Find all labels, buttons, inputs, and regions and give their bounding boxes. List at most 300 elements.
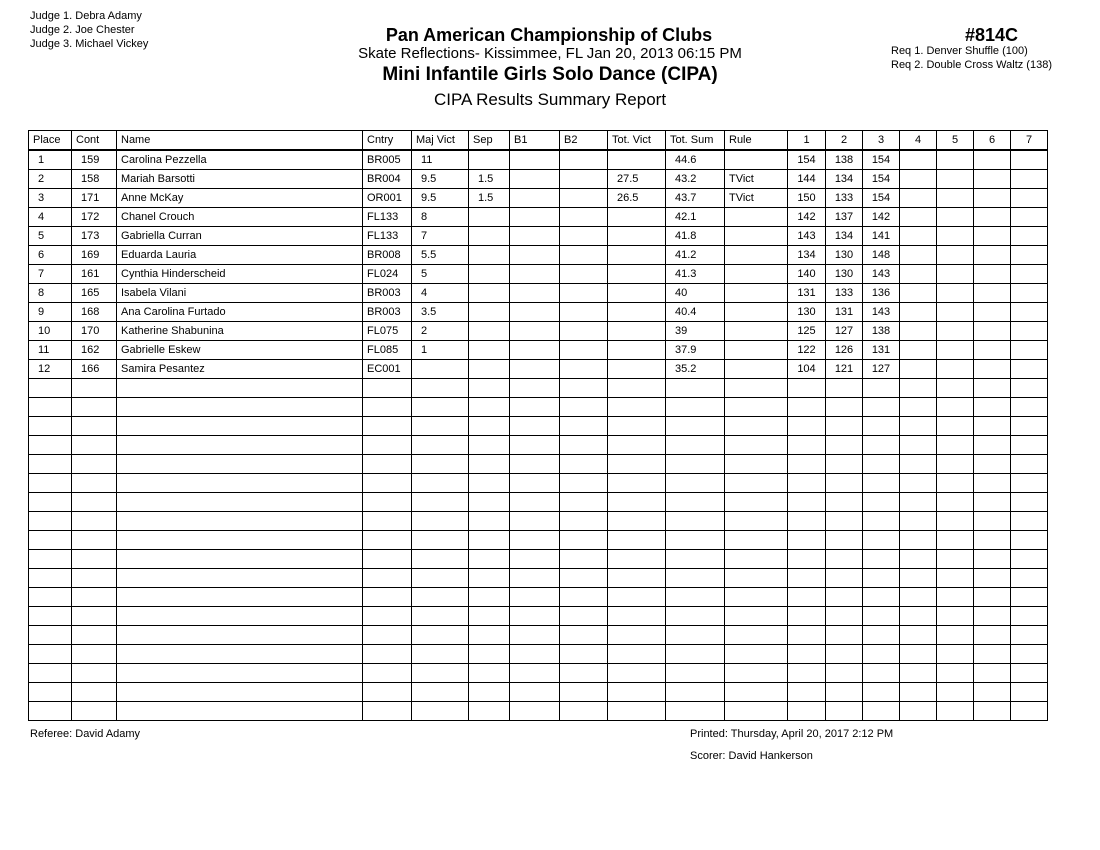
table-cell (1011, 474, 1048, 493)
table-cell (863, 398, 900, 417)
table-cell: 43.2 (666, 170, 725, 189)
table-cell (900, 512, 937, 531)
table-cell (725, 588, 788, 607)
table-cell (510, 303, 560, 322)
table-cell (363, 417, 412, 436)
table-cell (363, 607, 412, 626)
table-cell (608, 303, 666, 322)
column-header: 4 (900, 131, 937, 151)
table-cell (1011, 341, 1048, 360)
table-cell (608, 493, 666, 512)
table-cell (937, 189, 974, 208)
table-cell (510, 683, 560, 702)
table-cell: Cynthia Hinderscheid (117, 265, 363, 284)
table-cell (412, 512, 469, 531)
table-cell: 11 (29, 341, 72, 360)
table-cell: 144 (788, 170, 826, 189)
empty-row (29, 588, 1048, 607)
table-cell (469, 702, 510, 721)
table-cell (560, 645, 608, 664)
table-cell (900, 227, 937, 246)
table-cell (666, 702, 725, 721)
table-cell (666, 683, 725, 702)
table-cell (560, 474, 608, 493)
table-cell (826, 645, 863, 664)
table-cell (560, 550, 608, 569)
table-cell (608, 208, 666, 227)
table-cell (937, 493, 974, 512)
table-cell (863, 626, 900, 645)
table-cell (363, 474, 412, 493)
table-cell: 154 (863, 170, 900, 189)
table-cell (510, 341, 560, 360)
table-cell (29, 626, 72, 645)
table-cell (1011, 588, 1048, 607)
table-cell (900, 303, 937, 322)
table-cell (510, 626, 560, 645)
table-cell (469, 474, 510, 493)
empty-row (29, 607, 1048, 626)
table-cell (117, 702, 363, 721)
table-cell (117, 474, 363, 493)
table-cell (363, 512, 412, 531)
table-cell (412, 474, 469, 493)
table-cell (725, 341, 788, 360)
table-cell (469, 664, 510, 683)
table-cell: 41.3 (666, 265, 725, 284)
table-cell: FL075 (363, 322, 412, 341)
table-cell: 9.5 (412, 189, 469, 208)
table-cell (937, 303, 974, 322)
table-cell (788, 702, 826, 721)
column-header: Tot. Vict (608, 131, 666, 151)
table-cell (788, 550, 826, 569)
table-cell: TVict (725, 189, 788, 208)
table-cell: 7 (412, 227, 469, 246)
table-cell (412, 588, 469, 607)
table-cell: 154 (863, 150, 900, 170)
table-cell: 134 (826, 170, 863, 189)
table-cell (974, 284, 1011, 303)
table-cell (1011, 227, 1048, 246)
table-cell (863, 664, 900, 683)
table-cell (974, 436, 1011, 455)
table-cell (469, 683, 510, 702)
table-cell (363, 683, 412, 702)
table-cell: 142 (788, 208, 826, 227)
column-header: Tot. Sum (666, 131, 725, 151)
table-cell (900, 284, 937, 303)
table-cell (937, 702, 974, 721)
table-cell (363, 455, 412, 474)
table-cell (608, 588, 666, 607)
table-cell (788, 417, 826, 436)
table-cell: 166 (72, 360, 117, 379)
table-cell (469, 645, 510, 664)
table-cell: 40.4 (666, 303, 725, 322)
table-cell (900, 550, 937, 569)
table-cell: 7 (29, 265, 72, 284)
table-cell (510, 512, 560, 531)
table-cell (510, 531, 560, 550)
table-cell (29, 683, 72, 702)
table-cell (608, 702, 666, 721)
table-cell (72, 702, 117, 721)
table-cell (117, 512, 363, 531)
table-cell (560, 360, 608, 379)
table-cell (608, 474, 666, 493)
referee: Referee: David Adamy (30, 728, 141, 740)
table-cell (725, 474, 788, 493)
table-cell: 171 (72, 189, 117, 208)
table-cell (608, 569, 666, 588)
table-cell (725, 246, 788, 265)
table-cell (117, 455, 363, 474)
table-cell (900, 607, 937, 626)
table-cell (900, 455, 937, 474)
table-cell (826, 664, 863, 683)
competition-title: Pan American Championship of Clubs (385, 25, 713, 45)
table-cell: 142 (863, 208, 900, 227)
table-cell (937, 379, 974, 398)
table-cell (117, 626, 363, 645)
table-cell (29, 398, 72, 417)
table-cell (560, 417, 608, 436)
table-cell: Eduarda Lauria (117, 246, 363, 265)
table-cell (412, 379, 469, 398)
table-cell (72, 550, 117, 569)
table-cell (788, 474, 826, 493)
table-cell: 148 (863, 246, 900, 265)
requirement-2: Req 2. Double Cross Waltz (138) (891, 59, 1052, 71)
column-header: Rule (725, 131, 788, 151)
table-cell: Ana Carolina Furtado (117, 303, 363, 322)
table-cell: 5 (29, 227, 72, 246)
table-cell (363, 550, 412, 569)
empty-row (29, 550, 1048, 569)
table-cell (1011, 322, 1048, 341)
table-cell (510, 645, 560, 664)
table-cell: 4 (412, 284, 469, 303)
column-header: B1 (510, 131, 560, 151)
table-cell (29, 550, 72, 569)
table-cell (469, 531, 510, 550)
table-cell (29, 436, 72, 455)
table-cell (666, 607, 725, 626)
table-cell (510, 474, 560, 493)
column-header: 1 (788, 131, 826, 151)
table-cell (412, 417, 469, 436)
table-cell (725, 569, 788, 588)
table-cell (608, 265, 666, 284)
table-cell: OR001 (363, 189, 412, 208)
table-cell: 9.5 (412, 170, 469, 189)
table-cell (937, 265, 974, 284)
table-cell (608, 645, 666, 664)
table-cell (900, 588, 937, 607)
table-cell (412, 626, 469, 645)
table-cell (412, 702, 469, 721)
table-cell (469, 303, 510, 322)
table-cell: EC001 (363, 360, 412, 379)
table-cell (117, 550, 363, 569)
table-cell (725, 531, 788, 550)
table-cell (974, 474, 1011, 493)
table-cell: 44.6 (666, 150, 725, 170)
table-cell (937, 170, 974, 189)
table-cell: 127 (863, 360, 900, 379)
table-cell (826, 512, 863, 531)
table-cell (29, 512, 72, 531)
table-cell (469, 493, 510, 512)
table-cell (560, 569, 608, 588)
table-cell (29, 474, 72, 493)
table-cell: 133 (826, 284, 863, 303)
table-cell (560, 436, 608, 455)
table-cell (608, 322, 666, 341)
table-cell (510, 569, 560, 588)
table-row (29, 208, 1048, 227)
column-header: 6 (974, 131, 1011, 151)
judge-1: Judge 1. Debra Adamy (30, 10, 142, 22)
table-cell (666, 664, 725, 683)
table-cell (974, 322, 1011, 341)
table-cell (510, 170, 560, 189)
table-cell (1011, 265, 1048, 284)
table-cell (72, 379, 117, 398)
table-cell: 3.5 (412, 303, 469, 322)
table-cell: 131 (826, 303, 863, 322)
table-cell (469, 265, 510, 284)
table-cell (937, 588, 974, 607)
table-cell (863, 455, 900, 474)
table-cell (974, 626, 1011, 645)
table-cell (974, 664, 1011, 683)
table-cell: 136 (863, 284, 900, 303)
table-cell (666, 531, 725, 550)
table-cell (117, 645, 363, 664)
table-cell (900, 569, 937, 588)
table-cell (974, 417, 1011, 436)
table-cell: BR004 (363, 170, 412, 189)
table-cell: 130 (788, 303, 826, 322)
table-cell: Carolina Pezzella (117, 150, 363, 170)
table-cell (1011, 360, 1048, 379)
table-cell (363, 664, 412, 683)
table-cell (412, 645, 469, 664)
table-cell (826, 436, 863, 455)
table-cell (863, 512, 900, 531)
table-cell (900, 474, 937, 493)
results-table (28, 130, 1048, 721)
table-cell: 8 (412, 208, 469, 227)
table-cell: 143 (788, 227, 826, 246)
table-cell (469, 550, 510, 569)
table-cell: 27.5 (608, 170, 666, 189)
table-cell (117, 569, 363, 588)
table-cell (900, 664, 937, 683)
table-cell (826, 550, 863, 569)
table-cell (510, 398, 560, 417)
table-cell: 3 (29, 189, 72, 208)
table-cell (725, 265, 788, 284)
table-cell (863, 588, 900, 607)
table-cell: 159 (72, 150, 117, 170)
table-cell (1011, 455, 1048, 474)
table-cell (469, 208, 510, 227)
table-cell (608, 512, 666, 531)
table-cell (560, 265, 608, 284)
table-cell (560, 626, 608, 645)
table-cell: 4 (29, 208, 72, 227)
table-cell: 11 (412, 150, 469, 170)
table-cell (560, 322, 608, 341)
table-cell (560, 455, 608, 474)
table-cell (974, 702, 1011, 721)
table-cell (826, 607, 863, 626)
table-cell: 170 (72, 322, 117, 341)
table-cell (937, 664, 974, 683)
table-cell: 131 (788, 284, 826, 303)
table-cell (900, 436, 937, 455)
table-cell (469, 512, 510, 531)
table-cell (725, 150, 788, 170)
table-cell: FL133 (363, 227, 412, 246)
table-cell (937, 436, 974, 455)
table-cell (863, 607, 900, 626)
table-cell: 126 (826, 341, 863, 360)
judge-3: Judge 3. Michael Vickey (30, 38, 149, 50)
table-cell (469, 455, 510, 474)
table-cell (725, 379, 788, 398)
table-cell (666, 436, 725, 455)
table-cell (469, 588, 510, 607)
table-cell (412, 436, 469, 455)
table-cell (412, 493, 469, 512)
table-cell (608, 284, 666, 303)
table-cell (608, 683, 666, 702)
table-cell (725, 455, 788, 474)
table-row (29, 265, 1048, 284)
table-cell (725, 626, 788, 645)
table-cell (666, 569, 725, 588)
empty-row (29, 702, 1048, 721)
table-cell: 130 (826, 265, 863, 284)
table-cell (608, 607, 666, 626)
empty-row (29, 436, 1048, 455)
table-cell (510, 150, 560, 170)
table-cell: 8 (29, 284, 72, 303)
table-cell (725, 208, 788, 227)
table-row (29, 150, 1048, 170)
table-cell (117, 607, 363, 626)
table-cell (560, 170, 608, 189)
scorer: Scorer: David Hankerson (690, 750, 813, 762)
table-cell (863, 531, 900, 550)
table-cell (1011, 208, 1048, 227)
table-cell: 5.5 (412, 246, 469, 265)
table-cell: TVict (725, 170, 788, 189)
table-cell: 143 (863, 265, 900, 284)
table-cell (666, 645, 725, 664)
table-cell (974, 246, 1011, 265)
table-cell (1011, 550, 1048, 569)
table-cell (937, 626, 974, 645)
table-cell (1011, 379, 1048, 398)
empty-row (29, 417, 1048, 436)
table-cell (363, 626, 412, 645)
table-cell (725, 417, 788, 436)
table-cell (469, 284, 510, 303)
table-cell (560, 379, 608, 398)
table-cell (937, 569, 974, 588)
empty-row (29, 474, 1048, 493)
printed-date: Printed: Thursday, April 20, 2017 2:12 PM (690, 728, 894, 740)
table-cell (560, 493, 608, 512)
table-cell (560, 189, 608, 208)
table-cell (725, 493, 788, 512)
table-cell: 6 (29, 246, 72, 265)
table-cell (469, 322, 510, 341)
table-cell (900, 170, 937, 189)
table-cell (863, 493, 900, 512)
table-cell: 140 (788, 265, 826, 284)
table-cell: BR003 (363, 303, 412, 322)
table-cell (788, 379, 826, 398)
table-cell (826, 569, 863, 588)
table-row (29, 322, 1048, 341)
table-cell (560, 246, 608, 265)
table-cell (937, 607, 974, 626)
table-cell (725, 512, 788, 531)
table-cell (510, 246, 560, 265)
table-cell: Gabrielle Eskew (117, 341, 363, 360)
table-cell: FL133 (363, 208, 412, 227)
empty-row (29, 398, 1048, 417)
table-cell (363, 702, 412, 721)
table-cell: 35.2 (666, 360, 725, 379)
table-cell (510, 360, 560, 379)
table-cell (1011, 436, 1048, 455)
table-cell: 141 (863, 227, 900, 246)
table-cell: 158 (72, 170, 117, 189)
table-cell (72, 493, 117, 512)
table-cell (510, 664, 560, 683)
table-cell (117, 379, 363, 398)
table-cell (974, 189, 1011, 208)
empty-row (29, 512, 1048, 531)
table-cell (937, 208, 974, 227)
table-cell (937, 550, 974, 569)
table-cell: 104 (788, 360, 826, 379)
table-cell: BR005 (363, 150, 412, 170)
table-cell (974, 512, 1011, 531)
table-cell: 154 (788, 150, 826, 170)
table-cell (788, 664, 826, 683)
table-row (29, 170, 1048, 189)
table-cell (510, 322, 560, 341)
table-header-row (29, 131, 1048, 151)
table-cell (72, 626, 117, 645)
table-cell (29, 531, 72, 550)
table-cell (510, 189, 560, 208)
table-cell (974, 550, 1011, 569)
table-cell: 2 (412, 322, 469, 341)
table-cell (412, 607, 469, 626)
table-cell (560, 531, 608, 550)
table-cell (72, 474, 117, 493)
table-cell (725, 398, 788, 417)
